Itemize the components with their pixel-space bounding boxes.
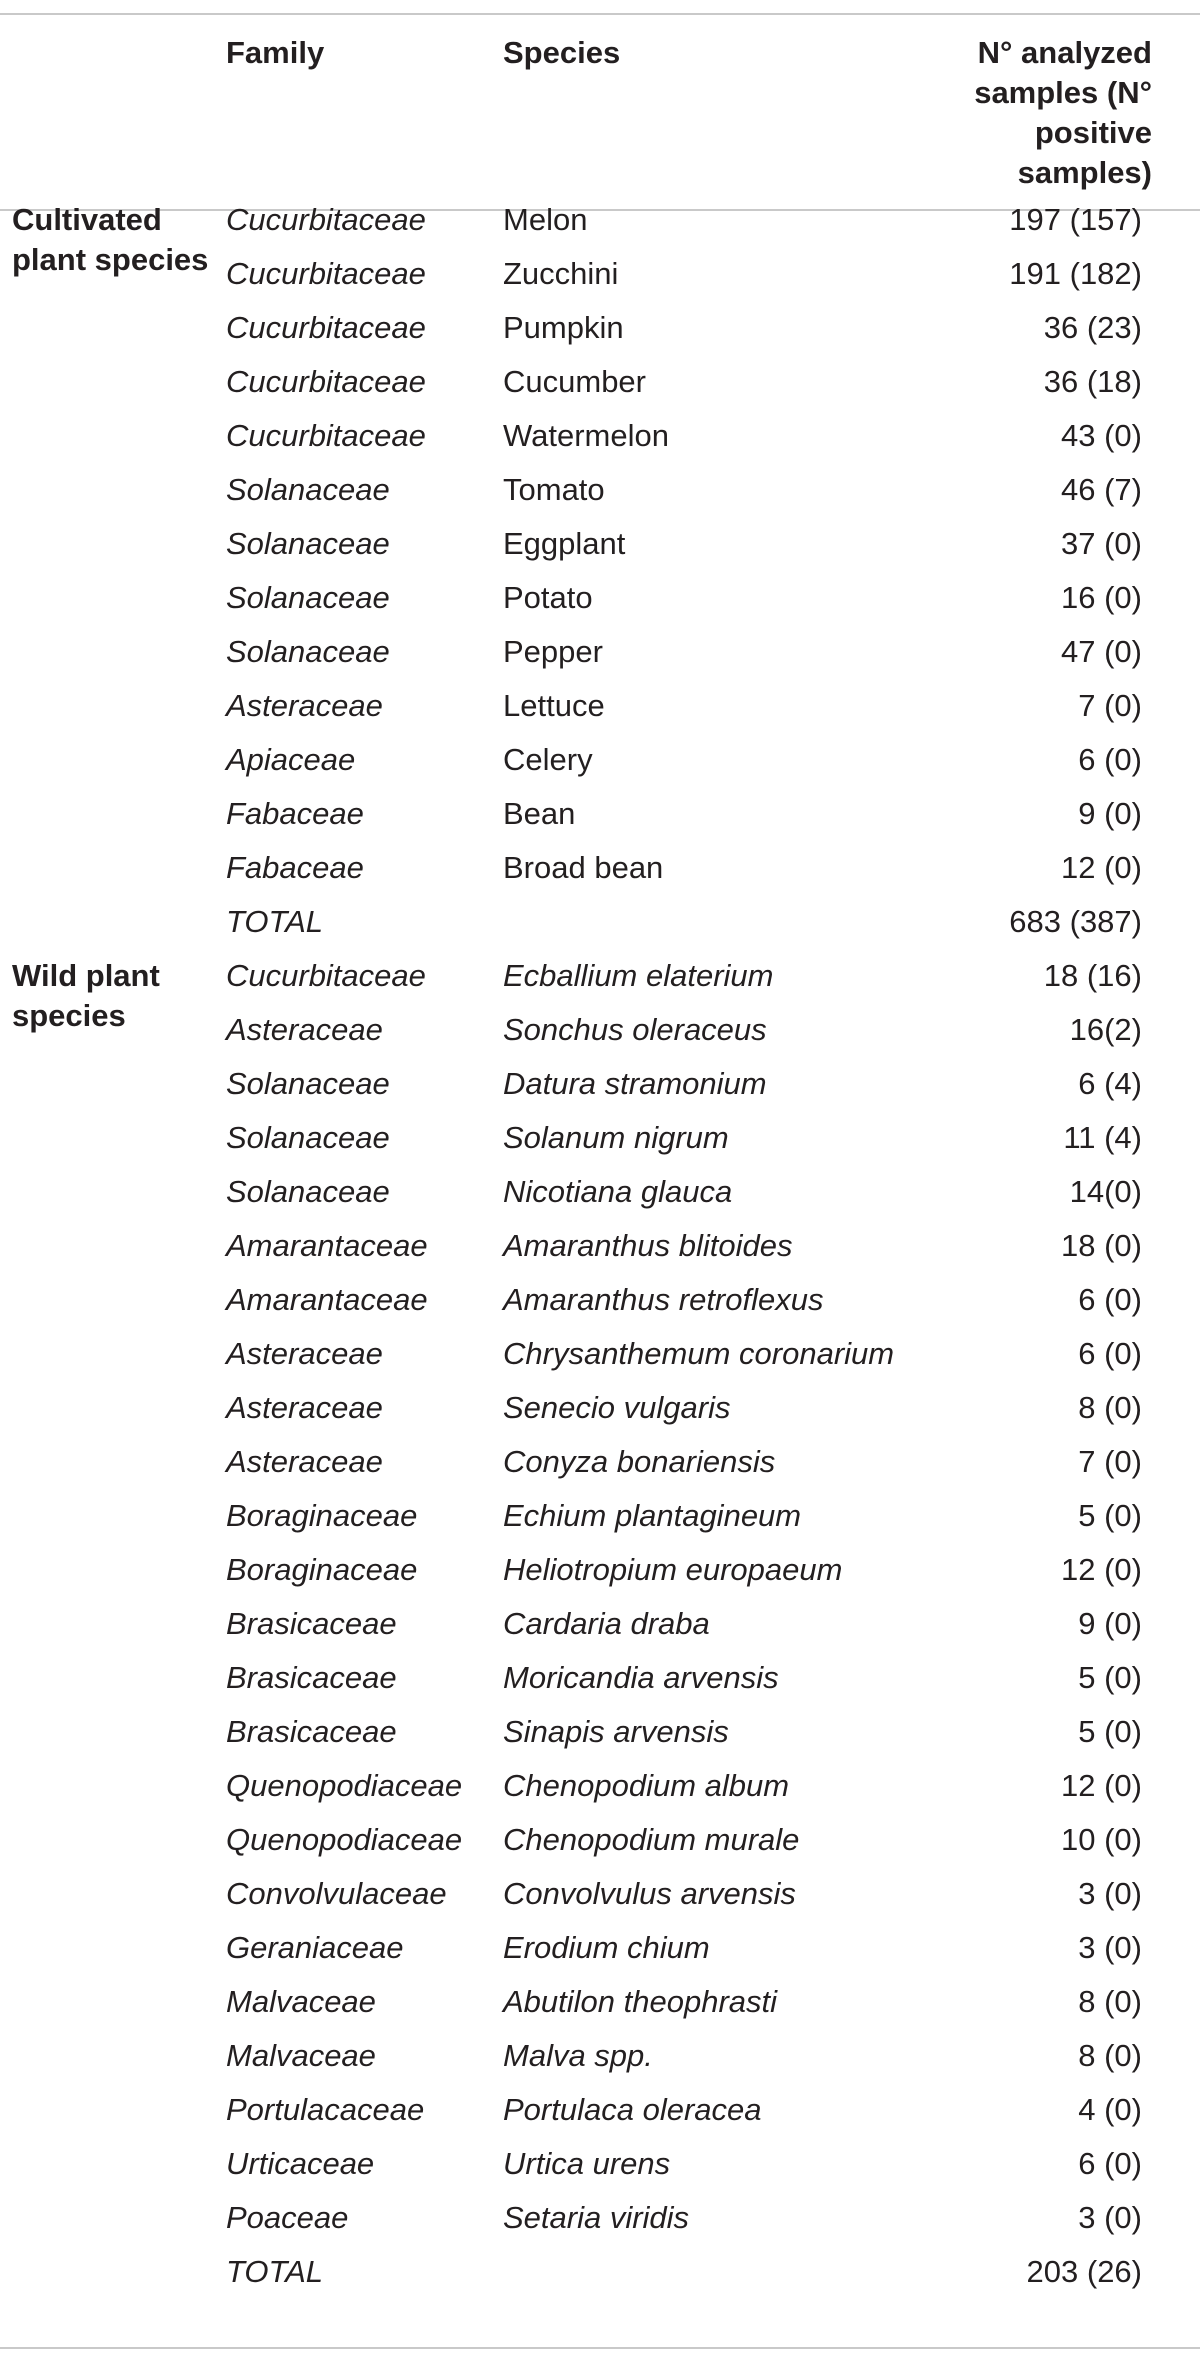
sample-count-cell: 47 (0)	[1061, 634, 1142, 669]
family-cell: Fabaceae	[226, 850, 364, 885]
family-cell: Cucurbitaceae	[226, 418, 426, 453]
sample-count-cell: 46 (7)	[1061, 472, 1142, 507]
species-cell: Eggplant	[503, 526, 626, 561]
species-cell: Solanum nigrum	[503, 1120, 729, 1155]
family-cell: Asteraceae	[226, 1336, 383, 1371]
family-cell: Malvaceae	[226, 1984, 376, 2019]
species-cell: Abutilon theophrasti	[503, 1984, 778, 2019]
family-cell: Solanaceae	[226, 472, 390, 507]
species-cell: Moricandia arvensis	[503, 1660, 779, 1695]
header-group	[0, 15, 213, 193]
family-cell: Cucurbitaceae	[226, 958, 426, 993]
group-label: Wild plant species	[12, 958, 160, 1033]
species-cell: Celery	[503, 742, 593, 777]
family-cell: Fabaceae	[226, 796, 364, 831]
sample-count-cell: 12 (0)	[1061, 850, 1142, 885]
species-cell: Pumpkin	[503, 310, 624, 345]
table-row	[0, 949, 1200, 1003]
table-header	[0, 15, 1200, 193]
species-cell: Setaria viridis	[503, 2200, 690, 2235]
table-body	[0, 193, 1200, 2299]
header-species: Species	[503, 35, 621, 70]
species-cell: Tomato	[503, 472, 605, 507]
species-cell: Cardaria draba	[503, 1606, 710, 1641]
plant-species-table	[0, 15, 1200, 2299]
family-cell: Cucurbitaceae	[226, 310, 426, 345]
family-cell: Quenopodiaceae	[226, 1768, 463, 1803]
species-cell: Chenopodium album	[503, 1768, 790, 1803]
family-cell: Solanaceae	[226, 526, 390, 561]
species-cell: Heliotropium europaeum	[503, 1552, 843, 1587]
family-cell: Convolvulaceae	[226, 1876, 447, 1911]
sample-count-cell: 5 (0)	[1078, 1498, 1142, 1533]
species-cell: Melon	[503, 202, 588, 237]
sample-count-cell: 18 (16)	[1043, 958, 1142, 993]
species-cell: Portulaca oleracea	[503, 2092, 762, 2127]
sample-count-cell: 9 (0)	[1078, 1606, 1142, 1641]
sample-count-cell: 6 (0)	[1078, 1282, 1142, 1317]
sample-count-cell: 3 (0)	[1078, 1930, 1142, 1965]
family-cell: Amarantaceae	[226, 1282, 428, 1317]
family-cell: Brasicaceae	[226, 1606, 397, 1641]
sample-count-cell: 16 (0)	[1061, 580, 1142, 615]
sample-count-cell: 11 (4)	[1063, 1120, 1142, 1155]
family-cell: Amarantaceae	[226, 1228, 428, 1263]
family-cell: Solanaceae	[226, 580, 390, 615]
family-cell: Asteraceae	[226, 1012, 383, 1047]
sample-count-cell: 9 (0)	[1078, 796, 1142, 831]
sample-count-cell: 5 (0)	[1078, 1714, 1142, 1749]
species-cell: Chrysanthemum coronarium	[503, 1336, 895, 1371]
sample-count-cell: 5 (0)	[1078, 1660, 1142, 1695]
family-cell: Boraginaceae	[226, 1498, 418, 1533]
family-cell: TOTAL	[226, 904, 324, 939]
family-cell: Solanaceae	[226, 1174, 390, 1209]
species-cell	[503, 2245, 923, 2299]
species-cell: Zucchini	[503, 256, 619, 291]
family-cell: Asteraceae	[226, 1390, 383, 1425]
sample-count-cell: 6 (0)	[1078, 1336, 1142, 1371]
sample-count-cell: 36 (23)	[1043, 310, 1142, 345]
header-sample-count: N° analyzed samples (N° positive samples)	[974, 35, 1152, 190]
species-cell: Echium plantagineum	[503, 1498, 802, 1533]
sample-count-cell: 18 (0)	[1061, 1228, 1142, 1263]
sample-count-cell: 3 (0)	[1078, 1876, 1142, 1911]
species-cell: Cucumber	[503, 364, 646, 399]
sample-count-cell: 7 (0)	[1078, 1444, 1142, 1479]
family-cell: Brasicaceae	[226, 1660, 397, 1695]
family-cell: Geraniaceae	[226, 1930, 404, 1965]
family-cell: Apiaceae	[226, 742, 356, 777]
sample-count-cell: 36 (18)	[1043, 364, 1142, 399]
species-cell: Conyza bonariensis	[503, 1444, 776, 1479]
family-cell: Solanaceae	[226, 634, 390, 669]
family-cell: Asteraceae	[226, 688, 383, 723]
family-cell: Asteraceae	[226, 1444, 383, 1479]
sample-count-cell: 4 (0)	[1078, 2092, 1142, 2127]
species-cell: Datura stramonium	[503, 1066, 767, 1101]
sample-count-cell: 16(2)	[1069, 1012, 1142, 1047]
sample-count-cell: 203 (26)	[1026, 2254, 1142, 2289]
species-cell: Amaranthus retroflexus	[503, 1282, 824, 1317]
species-cell: Sonchus oleraceus	[503, 1012, 767, 1047]
family-cell: Boraginaceae	[226, 1552, 418, 1587]
sample-count-cell: 43 (0)	[1061, 418, 1142, 453]
species-cell: Urtica urens	[503, 2146, 671, 2181]
group-label: Cultivated plant species	[12, 202, 209, 277]
sample-count-cell: 8 (0)	[1078, 2038, 1142, 2073]
family-cell: Portulacaceae	[226, 2092, 425, 2127]
sample-count-cell: 7 (0)	[1078, 688, 1142, 723]
species-cell: Erodium chium	[503, 1930, 710, 1965]
species-cell	[503, 895, 923, 949]
species-cell: Senecio vulgaris	[503, 1390, 731, 1425]
species-cell: Malva spp.	[503, 2038, 653, 2073]
family-cell: TOTAL	[226, 2254, 324, 2289]
species-cell: Potato	[503, 580, 593, 615]
header-row	[0, 15, 1200, 193]
sample-count-cell: 8 (0)	[1078, 1390, 1142, 1425]
family-cell: Quenopodiaceae	[226, 1822, 463, 1857]
species-cell: Sinapis arvensis	[503, 1714, 729, 1749]
sample-count-cell: 10 (0)	[1061, 1822, 1142, 1857]
sample-count-cell: 6 (0)	[1078, 742, 1142, 777]
sample-count-cell: 12 (0)	[1061, 1552, 1142, 1587]
species-cell: Watermelon	[503, 418, 669, 453]
species-cell: Chenopodium murale	[503, 1822, 800, 1857]
family-cell: Brasicaceae	[226, 1714, 397, 1749]
family-cell: Malvaceae	[226, 2038, 376, 2073]
sample-count-cell: 12 (0)	[1061, 1768, 1142, 1803]
table-bottom-rule	[0, 2347, 1200, 2349]
sample-count-cell: 3 (0)	[1078, 2200, 1142, 2235]
sample-count-cell: 197 (157)	[1009, 202, 1142, 237]
family-cell: Cucurbitaceae	[226, 256, 426, 291]
species-cell: Bean	[503, 796, 576, 831]
species-cell: Lettuce	[503, 688, 605, 723]
table-row	[0, 193, 1200, 247]
sample-count-cell: 37 (0)	[1061, 526, 1142, 561]
species-cell: Nicotiana glauca	[503, 1174, 733, 1209]
family-cell: Cucurbitaceae	[226, 364, 426, 399]
sample-count-cell: 6 (0)	[1078, 2146, 1142, 2181]
sample-count-cell: 8 (0)	[1078, 1984, 1142, 2019]
sample-count-cell: 191 (182)	[1009, 256, 1142, 291]
family-cell: Poaceae	[226, 2200, 349, 2235]
species-cell: Pepper	[503, 634, 603, 669]
header-family: Family	[226, 35, 325, 70]
sample-count-cell: 14(0)	[1069, 1174, 1142, 1209]
species-cell: Broad bean	[503, 850, 664, 885]
family-cell: Solanaceae	[226, 1066, 390, 1101]
species-cell: Convolvulus arvensis	[503, 1876, 796, 1911]
species-cell: Ecballium elaterium	[503, 958, 774, 993]
sample-count-cell: 683 (387)	[1009, 904, 1142, 939]
family-cell: Solanaceae	[226, 1120, 390, 1155]
family-cell: Cucurbitaceae	[226, 202, 426, 237]
sample-count-cell: 6 (4)	[1078, 1066, 1142, 1101]
family-cell: Urticaceae	[226, 2146, 375, 2181]
species-cell: Amaranthus blitoides	[503, 1228, 793, 1263]
